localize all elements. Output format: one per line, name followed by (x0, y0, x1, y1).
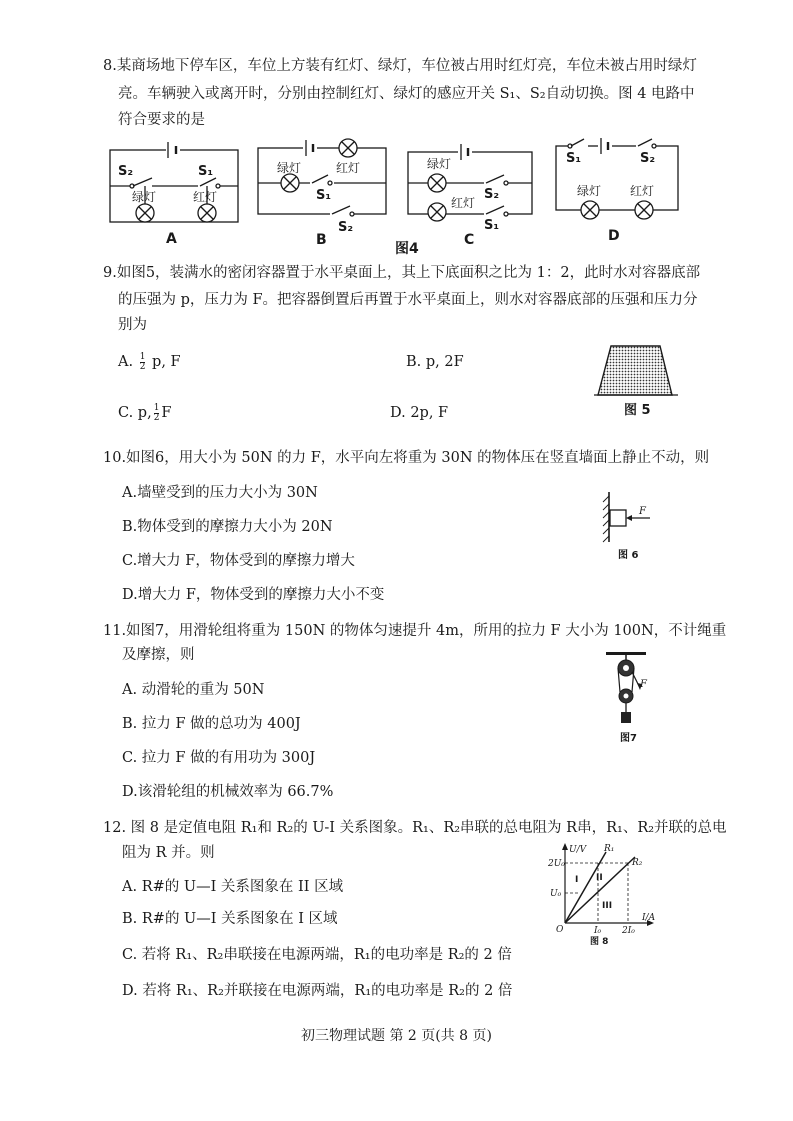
q12-option-a: A. R#的 U—I 关系图象在 II 区域 (122, 879, 344, 895)
figure-5-container (594, 340, 684, 420)
figure-7-caption: 图7 (620, 733, 637, 744)
q9-option-b: B. p, 2F (406, 354, 464, 370)
figure-8-r1-label: R₁ (604, 844, 615, 854)
circuit-a-s2-label: S₂ (118, 164, 134, 179)
q10-option-d: D.增大力 F，物体受到的摩擦力大小不变 (122, 587, 385, 603)
figure-7-force-label: F (640, 679, 647, 690)
circuit-c-red-label: 红灯 (451, 196, 476, 210)
q12-stem-line1: 12. 图 8 是定值电阻 R₁和 R₂的 U-I 关系图象。R₁、R₂串联的总电阻为 R串，R₁、R₂并联的总电 (103, 820, 727, 836)
circuit-d-letter: D (608, 228, 620, 244)
q10-option-a: A.墙壁受到的压力大小为 30N (122, 485, 318, 501)
circuit-c-letter: C (464, 232, 475, 248)
figure-8-x-tick-i0: I₀ (594, 926, 602, 936)
q9-stem-line3: 别为 (118, 317, 147, 333)
circuit-c-s1-label: S₁ (484, 218, 500, 233)
q8-stem-line3: 符合要求的是 (118, 112, 205, 128)
circuit-d-s2-label: S₂ (640, 151, 656, 166)
q8-stem-line2: 亮。车辆驶入或离开时，分别由控制红灯、绿灯的感应开关 S₁、S₂自动切换。图 4 电路中 (118, 86, 695, 102)
q9-option-a-fraction: $\frac{1}{2}$ (139, 351, 146, 372)
circuit-d-s1-label: S₁ (566, 151, 582, 166)
q11-option-c: C. 拉力 F 做的有用功为 300J (122, 750, 316, 766)
figure-8-r2-label: R₂ (632, 858, 643, 868)
figure-8-x-tick-2i0: 2I₀ (622, 926, 635, 936)
figure-8-container (540, 840, 670, 950)
q9-option-d: D. 2p, F (390, 405, 449, 421)
figure-8-y-tick-2u0: 2U₀ (548, 859, 565, 869)
circuit-a-letter: A (166, 231, 177, 247)
circuit-d-green-label: 绿灯 (577, 184, 602, 198)
circuit-c-s2-label: S₂ (484, 187, 500, 202)
circuit-b-s2-label: S₂ (338, 220, 354, 235)
q12-option-c: C. 若将 R₁、R₂串联接在电源两端，R₁的电功率是 R₂的 2 倍 (122, 947, 512, 963)
figure-4-circuits (0, 0, 793, 260)
circuit-a-red-label: 红灯 (193, 190, 218, 204)
q9-option-c-fraction: $\frac{1}{2}$ (153, 402, 160, 423)
q9-option-c: C. p, $\frac{1}{2}$ F (118, 402, 172, 423)
circuit-a-s1-label: S₁ (198, 164, 214, 179)
figure-8-region-1: I (575, 875, 579, 885)
q11-option-d: D.该滑轮组的机械效率为 66.7% (122, 784, 334, 800)
q10-stem: 10.如图6，用大小为 50N 的力 F，水平向左将重为 30N 的物体压在竖直墙面上静止不动，则 (103, 450, 710, 466)
circuit-a-green-label: 绿灯 (132, 190, 157, 204)
circuit-b-letter: B (316, 232, 327, 248)
figure-4-caption: 图4 (395, 241, 419, 257)
q9-option-a: A. $\frac{1}{2}$ p, F (118, 351, 181, 372)
figure-8-x-axis-label: I/A (642, 913, 656, 923)
circuit-b-red-label: 红灯 (336, 161, 361, 175)
circuit-d-red-label: 红灯 (630, 184, 655, 198)
q8-stem-line1: 8.某商场地下停车区，车位上方装有红灯、绿灯，车位被占用时红灯亮，车位未被占用时绿灯 (103, 58, 697, 74)
q11-option-a: A. 动滑轮的重为 50N (122, 682, 265, 698)
circuit-b-green-label: 绿灯 (277, 161, 302, 175)
figure-6-force-label: F (639, 506, 646, 517)
page-footer: 初三物理试题 第 2 页(共 8 页) (301, 1028, 492, 1044)
circuit-c-green-label: 绿灯 (427, 157, 452, 171)
q12-option-b: B. R#的 U—I 关系图象在 I 区域 (122, 911, 338, 927)
q11-stem-line2: 及摩擦，则 (122, 647, 195, 663)
q11-stem-line1: 11.如图7，用滑轮组将重为 150N 的物体匀速提升 4m，所用的拉力 F 大小为 100N，不计绳重 (103, 623, 727, 639)
figure-8-y-tick-u0: U₀ (550, 889, 562, 899)
figure-8-origin: O (556, 925, 564, 935)
circuit-b-s1-label: S₁ (316, 188, 332, 203)
figure-6-container (595, 488, 665, 568)
q9-stem-line2: 的压强为 p，压力为 F。把容器倒置后再置于水平桌面上，则水对容器底部的压强和压力分 (118, 292, 698, 308)
q10-option-b: B.物体受到的摩擦力大小为 20N (122, 519, 333, 535)
q11-option-b: B. 拉力 F 做的总功为 400J (122, 716, 301, 732)
q9-stem-line1: 9.如图5，装满水的密闭容器置于水平桌面上，其上下底面积之比为 1：2，此时水对容器底部 (103, 265, 701, 281)
figure-8-y-axis-label: U/V (569, 845, 587, 855)
q12-option-d: D. 若将 R₁、R₂并联接在电源两端，R₁的电功率是 R₂的 2 倍 (122, 983, 513, 999)
q10-option-c: C.增大力 F，物体受到的摩擦力增大 (122, 553, 355, 569)
figure-6-caption: 图 6 (618, 550, 639, 561)
figure-8-region-2: II (596, 873, 603, 883)
figure-5-caption: 图 5 (624, 403, 651, 418)
figure-8-region-3: III (602, 901, 613, 911)
q12-stem-line2: 阻为 R 并。则 (122, 845, 215, 861)
figure-8-caption: 图 8 (590, 937, 609, 947)
figure-7-container (600, 646, 660, 746)
